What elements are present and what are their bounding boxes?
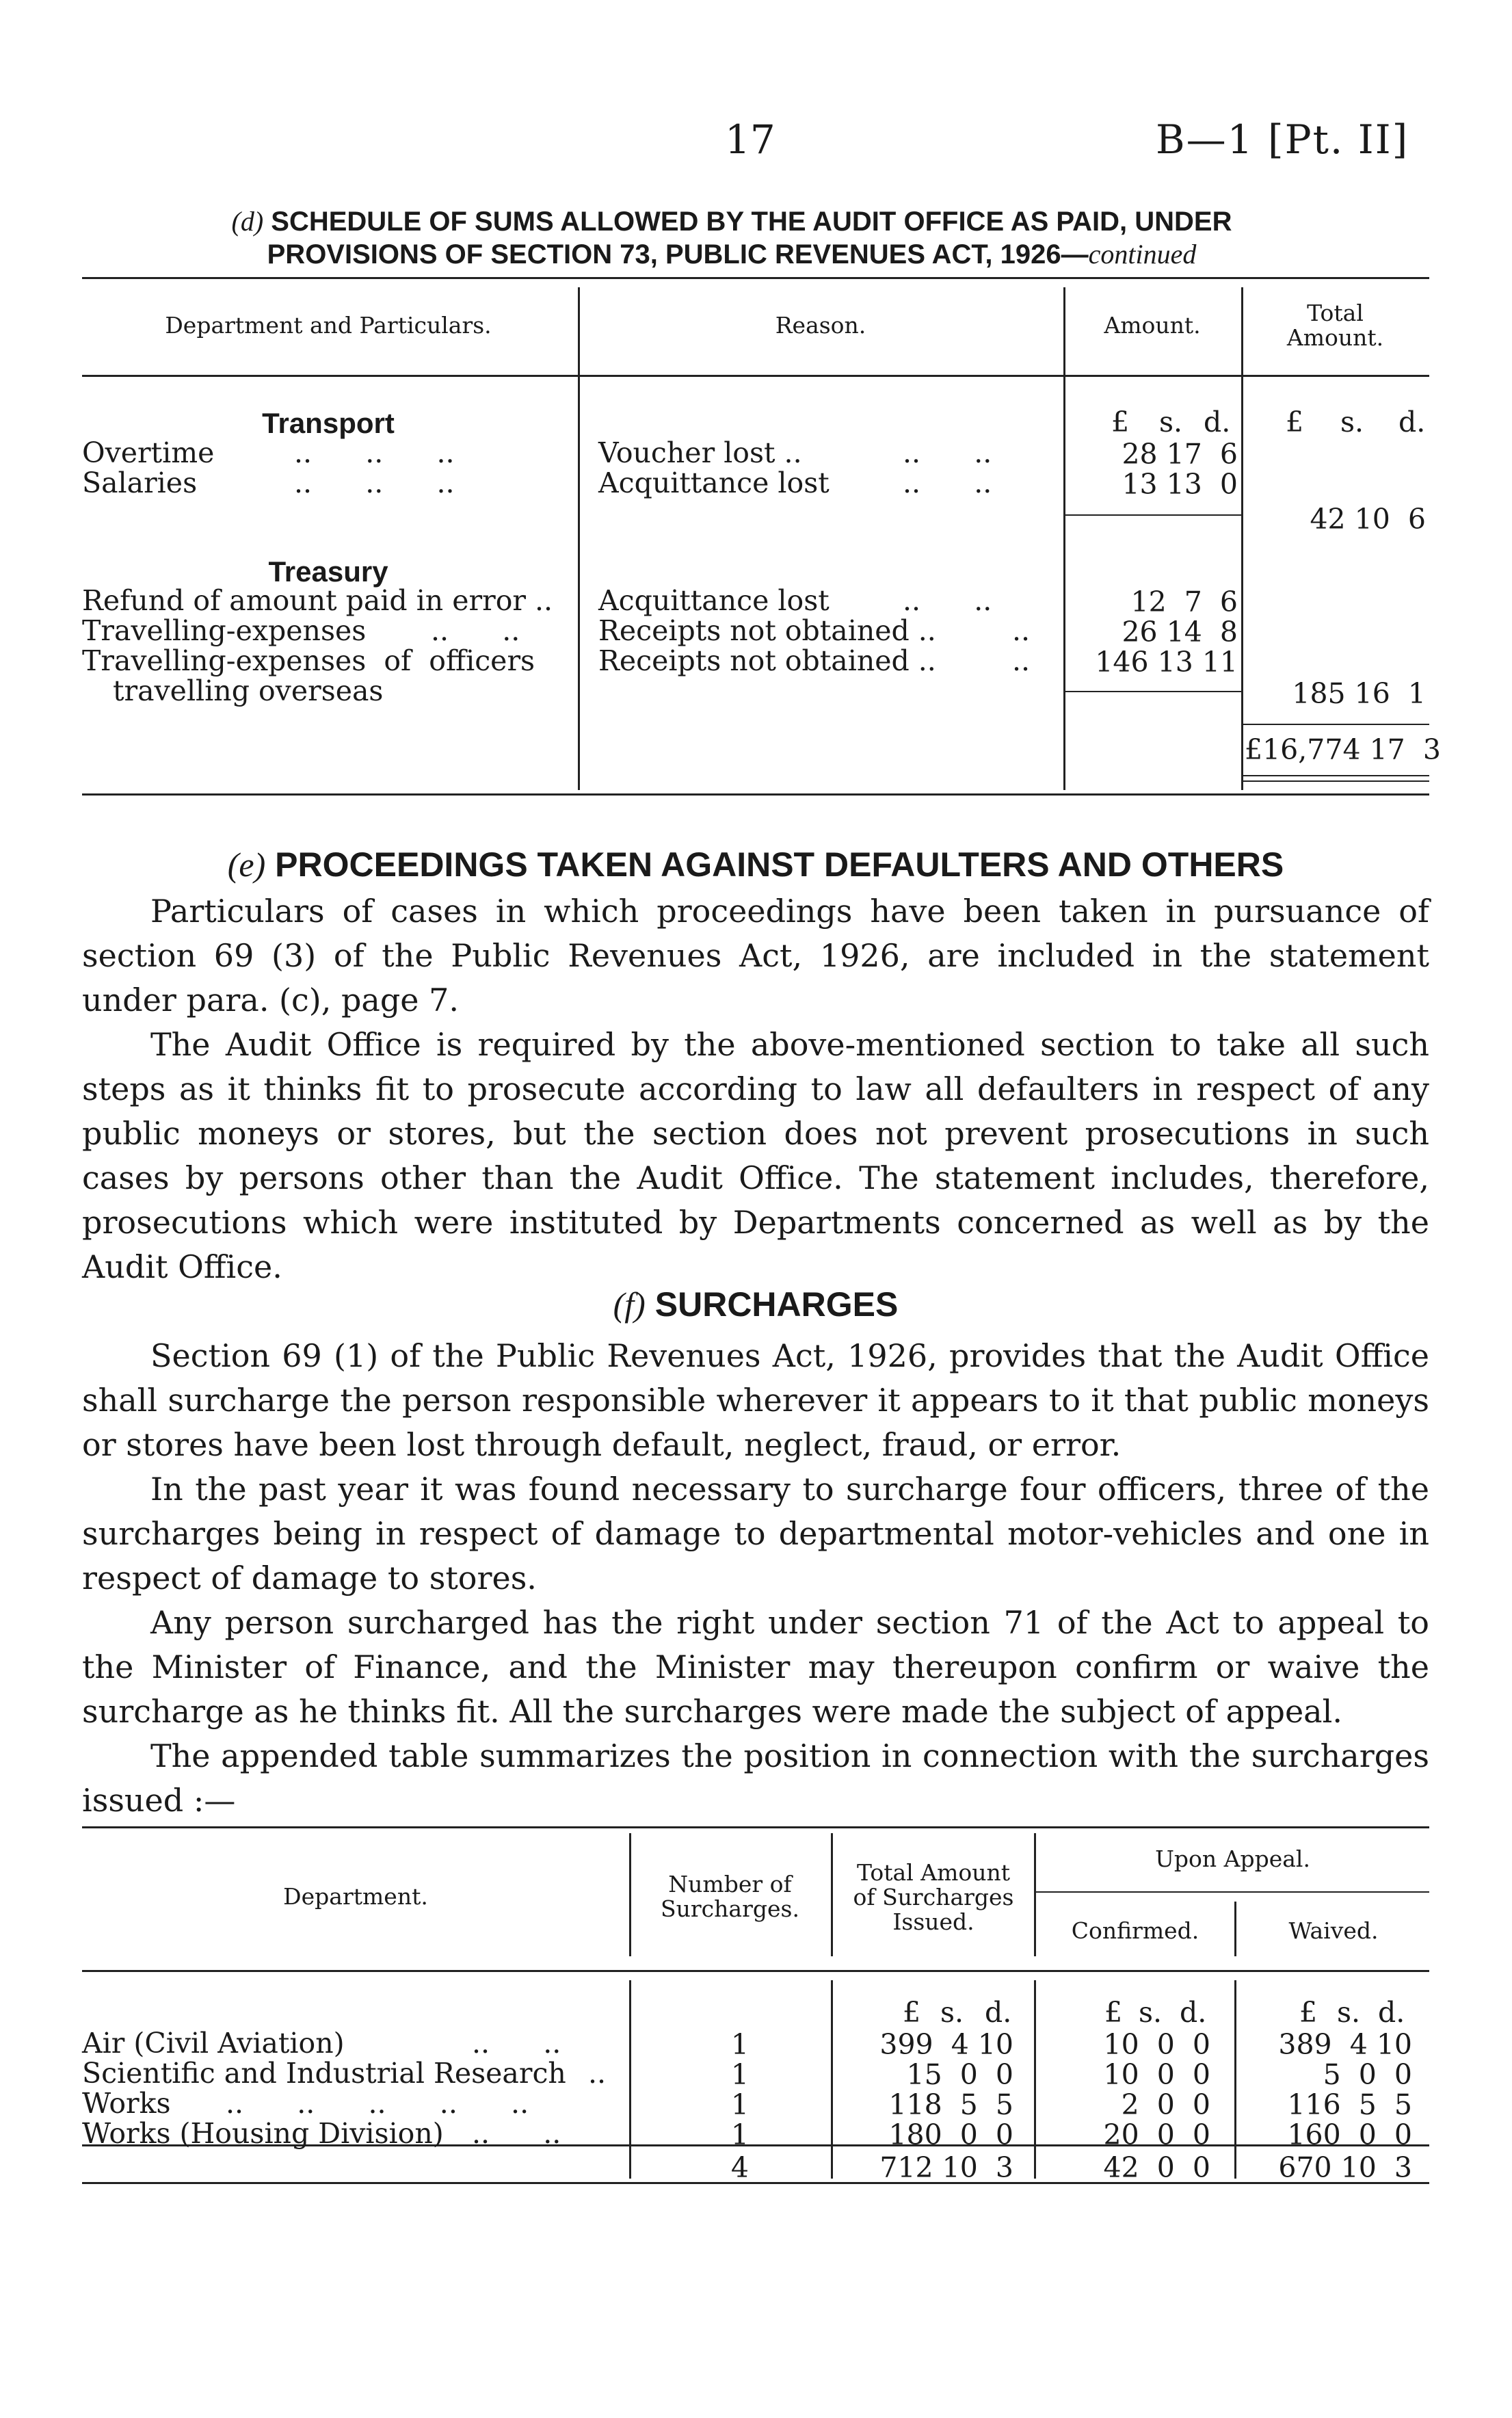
section-f-paragraph: In the past year it was found necessary to surcharge four officers, three of the surcharges being in respect of damage to departmental motor-vehicles and one in respect of damage to stores.	[82, 1471, 1429, 1596]
amount-pound-unit: £	[1111, 406, 1130, 438]
grand-total-rule	[1243, 780, 1429, 782]
department-cell: Works (Housing Division)	[82, 2117, 444, 2150]
number-cell: 1	[730, 2058, 749, 2091]
leader-dots: .. .. ..	[294, 436, 455, 469]
reason-cell: Receipts not obtained ..	[598, 614, 936, 647]
section-f-paragraph: Any person surcharged has the right under section 71 of the Act to appeal to the Minister of Finance, and the Minister may thereupon confirm or waive the surcharge as he thinks fit. All the surcharges were made the subject of appeal.	[82, 1604, 1429, 1730]
amount-shilling-unit: s.	[1159, 406, 1183, 438]
column-header-total-amount: Total Amount of Surcharges Issued.	[853, 1859, 1014, 1935]
number-cell: 1	[730, 2028, 749, 2061]
department-cell: Works	[82, 2087, 171, 2120]
section-f-paragraph: The appended table summarizes the position in connection with the surcharges issued :—	[82, 1737, 1429, 1819]
amount-cell: 26 14 8	[1122, 616, 1238, 648]
leader-dots: .. ..	[472, 2027, 561, 2060]
confirmed-cell: 2 0 0	[1121, 2088, 1210, 2121]
amount-cell: 12 7 6	[1130, 586, 1238, 618]
column-header-department: Department.	[283, 1883, 428, 1910]
particular-cell: Travelling-expenses of officers	[82, 644, 535, 677]
leader-dots: ..	[588, 2057, 607, 2090]
leader-dots: .. .. .. .. ..	[226, 2087, 529, 2120]
department-cell: Air (Civil Aviation)	[82, 2027, 345, 2060]
waived-cell: 389 4 10	[1278, 2028, 1412, 2061]
section-e-paragraph: Particulars of cases in which proceedings have been taken in pursuance of section 69 (3) of the Public Revenues Act, 1926, are included in the statement under para. (c), page 7.	[82, 893, 1429, 1019]
leader-dots: .. ..	[431, 614, 520, 647]
number-cell: 1	[730, 2088, 749, 2121]
waived-pence-unit: d.	[1378, 1996, 1405, 2029]
column-header-confirmed: Confirmed.	[1071, 1917, 1199, 1944]
particular-cell: Overtime	[82, 436, 215, 469]
column-header-upon-appeal: Upon Appeal.	[1155, 1845, 1310, 1872]
waived-cell: 116 5 5	[1287, 2088, 1412, 2121]
section-e-paragraph: The Audit Office is required by the above-mentioned section to take all such steps as it thinks fit to prosecute according to law all defaulters in respect of any public moneys or stores, but the section does not prevent prosecutions in such cases by persons other than the Audit Office. The statement includes, therefore, prosecutions which were instituted by Departments concerned as well as by the Audit Office.	[82, 1026, 1429, 1285]
column-header-department: Department and Particulars.	[165, 312, 492, 339]
table-header-rule	[82, 375, 1429, 377]
reason-cell: Acquittance lost	[598, 466, 830, 499]
table-bottom-rule	[82, 793, 1429, 796]
reason-cell: Acquittance lost	[598, 584, 830, 617]
column-divider	[629, 1980, 631, 2179]
leader-dots: .. ..	[472, 2117, 561, 2150]
confirmed-pence-unit: d.	[1180, 1996, 1207, 2029]
schedule-title-line2: PROVISIONS OF SECTION 73, PUBLIC REVENUES ACT, 1926—continued	[267, 239, 1197, 270]
total-amount: 712 10 3	[879, 2151, 1013, 2184]
group-heading-transport: Transport	[262, 407, 395, 439]
table-bottom-rule	[82, 2182, 1429, 2184]
page-number: 17	[725, 116, 775, 163]
group-total-transport: 42 10 6	[1310, 503, 1426, 536]
reason-cell: Receipts not obtained ..	[598, 644, 936, 677]
column-divider	[831, 1833, 833, 1956]
section-e-title: (e) PROCEEDINGS TAKEN AGAINST DEFAULTERS AND OTHERS	[227, 845, 1284, 884]
column-header-reason: Reason.	[775, 312, 866, 339]
leader-dots: .. ..	[903, 436, 992, 469]
table-header-rule	[82, 1970, 1429, 1972]
section-f-label: (f)	[613, 1285, 646, 1324]
leader-dots: .. ..	[903, 584, 992, 617]
column-divider	[1234, 1980, 1236, 2179]
waived-shilling-unit: s.	[1337, 1996, 1361, 2029]
department-cell: Scientific and Industrial Research	[82, 2057, 566, 2090]
section-e-label: (e)	[227, 845, 266, 884]
amount-cell: 13 13 0	[1122, 468, 1238, 501]
amount-cell: 28 17 6	[1122, 438, 1238, 471]
confirmed-shilling-unit: s.	[1139, 1996, 1163, 2029]
column-header-number: Number of Surcharges.	[661, 1871, 799, 1922]
column-header-total: Total Amount.	[1286, 300, 1384, 351]
waived-cell: 5 0 0	[1323, 2058, 1412, 2091]
confirmed-cell: 10 0 0	[1103, 2058, 1210, 2091]
total-pound-unit: £	[1286, 406, 1304, 438]
particular-cell: Salaries	[82, 466, 198, 499]
waived-pound-unit: £	[1299, 1996, 1318, 2029]
number-cell: 1	[730, 2118, 749, 2151]
grand-total: £16,774 17 3	[1245, 733, 1441, 766]
total-pence-unit: d.	[985, 1996, 1012, 2029]
total-confirmed: 42 0 0	[1103, 2151, 1210, 2184]
leader-dots: ..	[1012, 644, 1031, 677]
confirmed-cell: 10 0 0	[1103, 2028, 1210, 2061]
total-pence-unit: d.	[1398, 406, 1426, 438]
confirmed-cell: 20 0 0	[1103, 2118, 1210, 2151]
subtotal-rule	[1065, 514, 1241, 516]
particular-cell: Refund of amount paid in error ..	[82, 584, 553, 617]
total-number: 4	[730, 2151, 749, 2184]
waived-cell: 160 0 0	[1287, 2118, 1412, 2151]
particular-cell: Travelling-expenses	[82, 614, 367, 647]
column-header-amount: Amount.	[1104, 312, 1201, 339]
leader-dots: .. ..	[903, 466, 992, 499]
confirmed-pound-unit: £	[1104, 1996, 1123, 2029]
schedule-label: (d)	[231, 206, 264, 237]
appeal-header-rule	[1036, 1891, 1429, 1893]
leader-dots: ..	[1012, 614, 1031, 647]
group-total-treasury: 185 16 1	[1292, 677, 1426, 710]
column-divider	[578, 287, 580, 790]
total-pound-unit: £	[903, 1996, 921, 2029]
column-divider	[1234, 1902, 1236, 1956]
total-cell: 180 0 0	[888, 2118, 1013, 2151]
leader-dots: .. .. ..	[294, 466, 455, 499]
amount-cell: 146 13 11	[1095, 646, 1238, 679]
total-cell: 399 4 10	[879, 2028, 1013, 2061]
grand-total-rule	[1243, 775, 1429, 776]
column-divider	[1241, 287, 1243, 790]
schedule-title	[137, 205, 1327, 271]
particular-cell: travelling overseas	[113, 674, 384, 707]
column-header-waived: Waived.	[1288, 1917, 1379, 1944]
table-top-rule	[82, 277, 1429, 279]
total-cell: 15 0 0	[906, 2058, 1013, 2091]
total-shilling-unit: s.	[940, 1996, 964, 2029]
column-divider	[629, 1833, 631, 1956]
reason-cell: Voucher lost ..	[598, 436, 802, 469]
section-f-title: (f) SURCHARGES	[613, 1285, 899, 1324]
total-rule	[1243, 724, 1429, 725]
column-divider	[831, 1980, 833, 2179]
amount-pence-unit: d.	[1204, 406, 1231, 438]
section-f-paragraph: Section 69 (1) of the Public Revenues Act, 1926, provides that the Audit Office shall surcharge the person responsible wherever it appears to it that public moneys or stores have been lost through default, neglect, fraud, or error.	[82, 1337, 1429, 1463]
total-waived: 670 10 3	[1278, 2151, 1412, 2184]
schedule-title-line1: (d) SCHEDULE OF SUMS ALLOWED BY THE AUDIT OFFICE AS PAID, UNDER	[231, 206, 1232, 237]
group-heading-treasury: Treasury	[268, 555, 388, 588]
table-top-rule	[82, 1826, 1429, 1828]
column-divider	[1063, 287, 1065, 790]
subtotal-rule	[1065, 691, 1241, 692]
total-shilling-unit: s.	[1340, 406, 1364, 438]
document-reference: B—1 [Pt. II]	[1156, 116, 1409, 163]
total-cell: 118 5 5	[888, 2088, 1013, 2121]
